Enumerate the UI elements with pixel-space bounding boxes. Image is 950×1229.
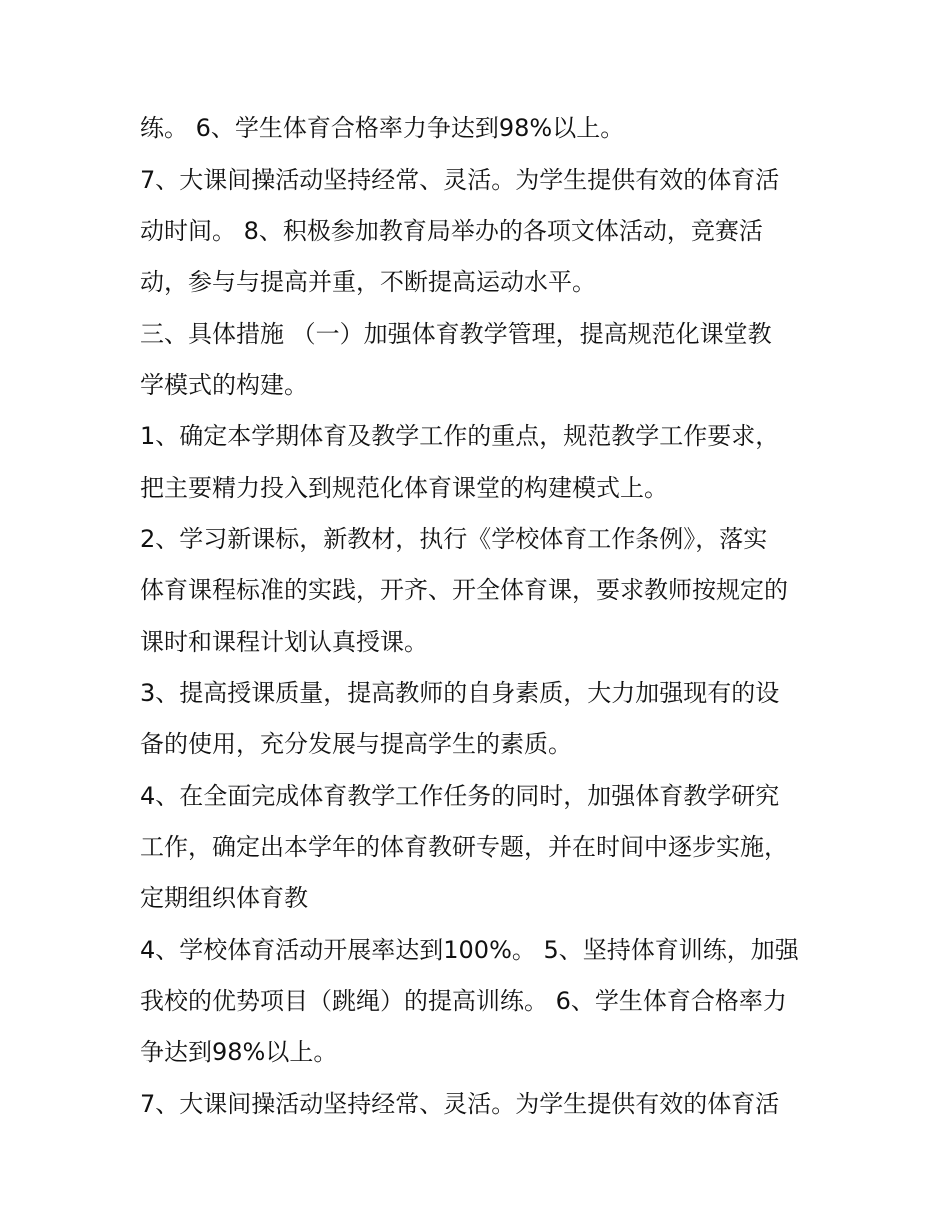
text-line: 动时间。 8、积极参加教育局举办的各项文体活动，竞赛活 bbox=[140, 217, 763, 245]
text-line: 备的使用，充分发展与提高学生的素质。 bbox=[140, 730, 572, 758]
text-line: 学模式的构建。 bbox=[140, 371, 308, 399]
text-line: 4、在全面完成体育教学工作任务的同时，加强体育教学研究 bbox=[140, 782, 780, 810]
text-line: 3、提高授课质量，提高教师的自身素质，大力加强现有的设 bbox=[140, 679, 780, 707]
text-line: 1、确定本学期体育及教学工作的重点，规范教学工作要求， bbox=[140, 422, 780, 450]
text-line: 体育课程标准的实践，开齐、开全体育课，要求教师按规定的 bbox=[140, 576, 788, 604]
text-line: 7、大课间操活动坚持经常、灵活。为学生提供有效的体育活 bbox=[140, 166, 780, 194]
text-line: 工作，确定出本学年的体育教研专题，并在时间中逐步实施， bbox=[140, 833, 788, 861]
text-line: 练。 6、学生体育合格率力争达到98%以上。 bbox=[140, 114, 625, 142]
text-line: 4、学校体育活动开展率达到100%。 5、坚持体育训练，加强 bbox=[140, 936, 799, 964]
text-line: 我校的优势项目（跳绳）的提高训练。 6、学生体育合格率力 bbox=[140, 987, 787, 1015]
text-line: 动，参与与提高并重，不断提高运动水平。 bbox=[140, 268, 596, 296]
text-line: 2、学习新课标，新教材，执行《学校体育工作条例》，落实 bbox=[140, 525, 768, 553]
text-line: 争达到98%以上。 bbox=[140, 1038, 338, 1066]
text-line: 7、大课间操活动坚持经常、灵活。为学生提供有效的体育活 bbox=[140, 1090, 780, 1118]
text-line: 把主要精力投入到规范化体育课堂的构建模式上。 bbox=[140, 474, 668, 502]
text-line: 三、具体措施 （一）加强体育教学管理，提高规范化课堂教 bbox=[140, 320, 772, 348]
text-line: 定期组织体育教 bbox=[140, 884, 308, 912]
text-line: 课时和课程计划认真授课。 bbox=[140, 628, 428, 656]
